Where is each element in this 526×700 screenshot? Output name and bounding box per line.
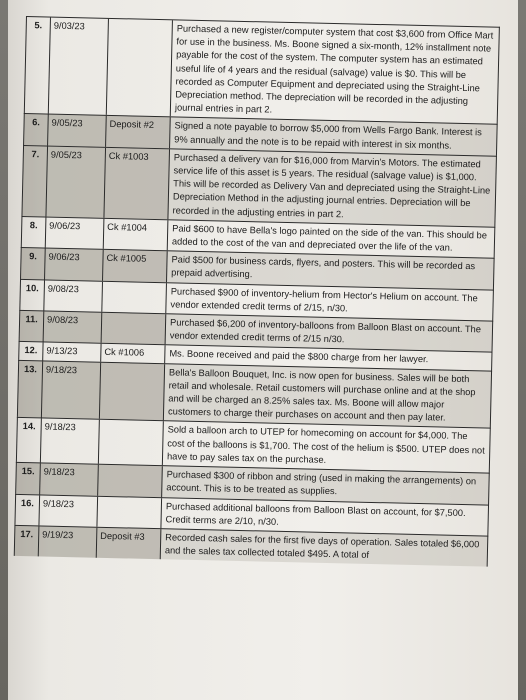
row-number: 10. — [20, 280, 45, 311]
row-number: 17. — [15, 526, 40, 557]
row-description: Purchased additional balloons from Balloon Blast on account, for $7,500. Credit terms are 2/10, n/30. — [165, 500, 466, 527]
transactions-table — [14, 16, 500, 567]
row-number: 11. — [20, 311, 45, 342]
row-description: Sold a balloon arch to UTEP for homecoming on account for $4,000. The cost of the balloons is $1,700. The cost of the helium is $500. UTEP does not have to pay sales tax on the purchase. — [166, 424, 485, 465]
row-description: Recorded cash sales for the first five days of operation. Sales totaled $6,000 and the sales tax collected totaled $495. A total of — [164, 532, 480, 561]
row-description: Ms. Boone received and paid the $800 charge from her lawyer. — [169, 348, 429, 365]
table-row — [17, 360, 492, 429]
row-date: 9/05/23 — [46, 146, 106, 217]
row-date: 9/18/23 — [40, 464, 99, 496]
row-description: Purchased a new register/computer system that cost $3,600 from Office Mart for use in the business. Ms. Boone signed a six-month, 12% installment note payable for the cost of the system. The computer system has an estimated useful life of 4 years and the residual (salvage) value is $0. This will be recorded as Computer Equipment and depreciated using the Straight-Line Depreciation method. The depreciation will be recorded in the adjusting journal entries in part 2. — [174, 23, 494, 115]
row-date: 9/18/23 — [39, 495, 98, 527]
row-number: 9. — [21, 248, 46, 279]
row-description: Paid $600 to have Bella's logo painted on the side of the van. This should be added to the cost of the van and depreciated over the life of the van. — [171, 223, 488, 253]
row-date: 9/18/23 — [41, 419, 100, 464]
row-reference — [99, 420, 164, 465]
row-date: 9/18/23 — [42, 361, 101, 419]
row-number: 16. — [15, 494, 40, 525]
row-date: 9/08/23 — [44, 280, 103, 312]
row-description: Bella's Balloon Bouquet, Inc. is now open for business. Sales will be both retail and wholesale. Retail customers will purchase online and at the shop and will be charged an 8.25% sales tax. Ms. Boone will allow major customers to charge their purchases on account and then pay later. — [167, 367, 476, 423]
row-description: Paid $500 for business cards, flyers, and posters. This will be recorded as prepaid advertising. — [171, 254, 476, 280]
row-date: 9/19/23 — [39, 526, 98, 558]
row-date: 9/06/23 — [46, 217, 105, 249]
row-description: Signed a note payable to borrow $5,000 from Wells Fargo Bank. Interest is 9% annually and the note is to be repaid with interest in six months. — [174, 120, 482, 151]
row-number: 6. — [24, 114, 49, 145]
row-date: 9/05/23 — [48, 115, 107, 147]
row-number: 7. — [22, 146, 48, 217]
row-number: 12. — [19, 342, 43, 360]
row-reference: Ck #1004 — [104, 219, 169, 251]
table-row — [24, 16, 500, 124]
row-number: 5. — [25, 17, 51, 114]
row-number: 8. — [22, 217, 47, 248]
row-reference — [102, 313, 167, 345]
row-number: 14. — [17, 418, 42, 462]
row-description: Purchased a delivery van for $16,000 from Marvin's Motors. The estimated service life of this asset is 5 years. The residual (salvage value) is $1,000. This will be recorded as Delivery Van and depreciated using the Straight-Line Depreciation Method in the adjusting journal entries. Depreciation will be recorded in the adjusting entries in part 2. — [172, 152, 491, 219]
row-reference — [100, 362, 165, 420]
row-description: Purchased $300 of ribbon and string (used in making the arrangements) on account. This is to be treated as supplies. — [166, 469, 477, 497]
row-reference — [102, 281, 167, 313]
row-description: Purchased $900 of inventory-helium from Hector's Helium on account. The vendor extended credit terms of 2/15, n/30. — [170, 286, 478, 314]
row-number: 15. — [16, 463, 41, 494]
row-reference — [107, 19, 173, 117]
row-reference: Ck #1005 — [103, 250, 168, 282]
row-reference: Ck #1003 — [104, 148, 170, 219]
row-number: 13. — [18, 361, 43, 418]
row-reference — [98, 465, 163, 497]
row-reference: Deposit #3 — [97, 528, 162, 560]
row-reference — [97, 496, 162, 528]
table-row — [21, 145, 496, 227]
row-date: 9/06/23 — [45, 249, 104, 281]
row-date: 9/03/23 — [49, 18, 109, 116]
row-date: 9/08/23 — [44, 312, 103, 344]
row-reference: Ck #1006 — [101, 344, 165, 363]
row-description: Purchased $6,200 of inventory-balloons from Balloon Blast on account. The vendor extended credit terms of 2/15 n/30. — [169, 317, 482, 345]
paper-sheet — [8, 0, 518, 700]
row-reference: Deposit #2 — [106, 116, 171, 148]
row-date: 9/13/23 — [43, 343, 101, 362]
